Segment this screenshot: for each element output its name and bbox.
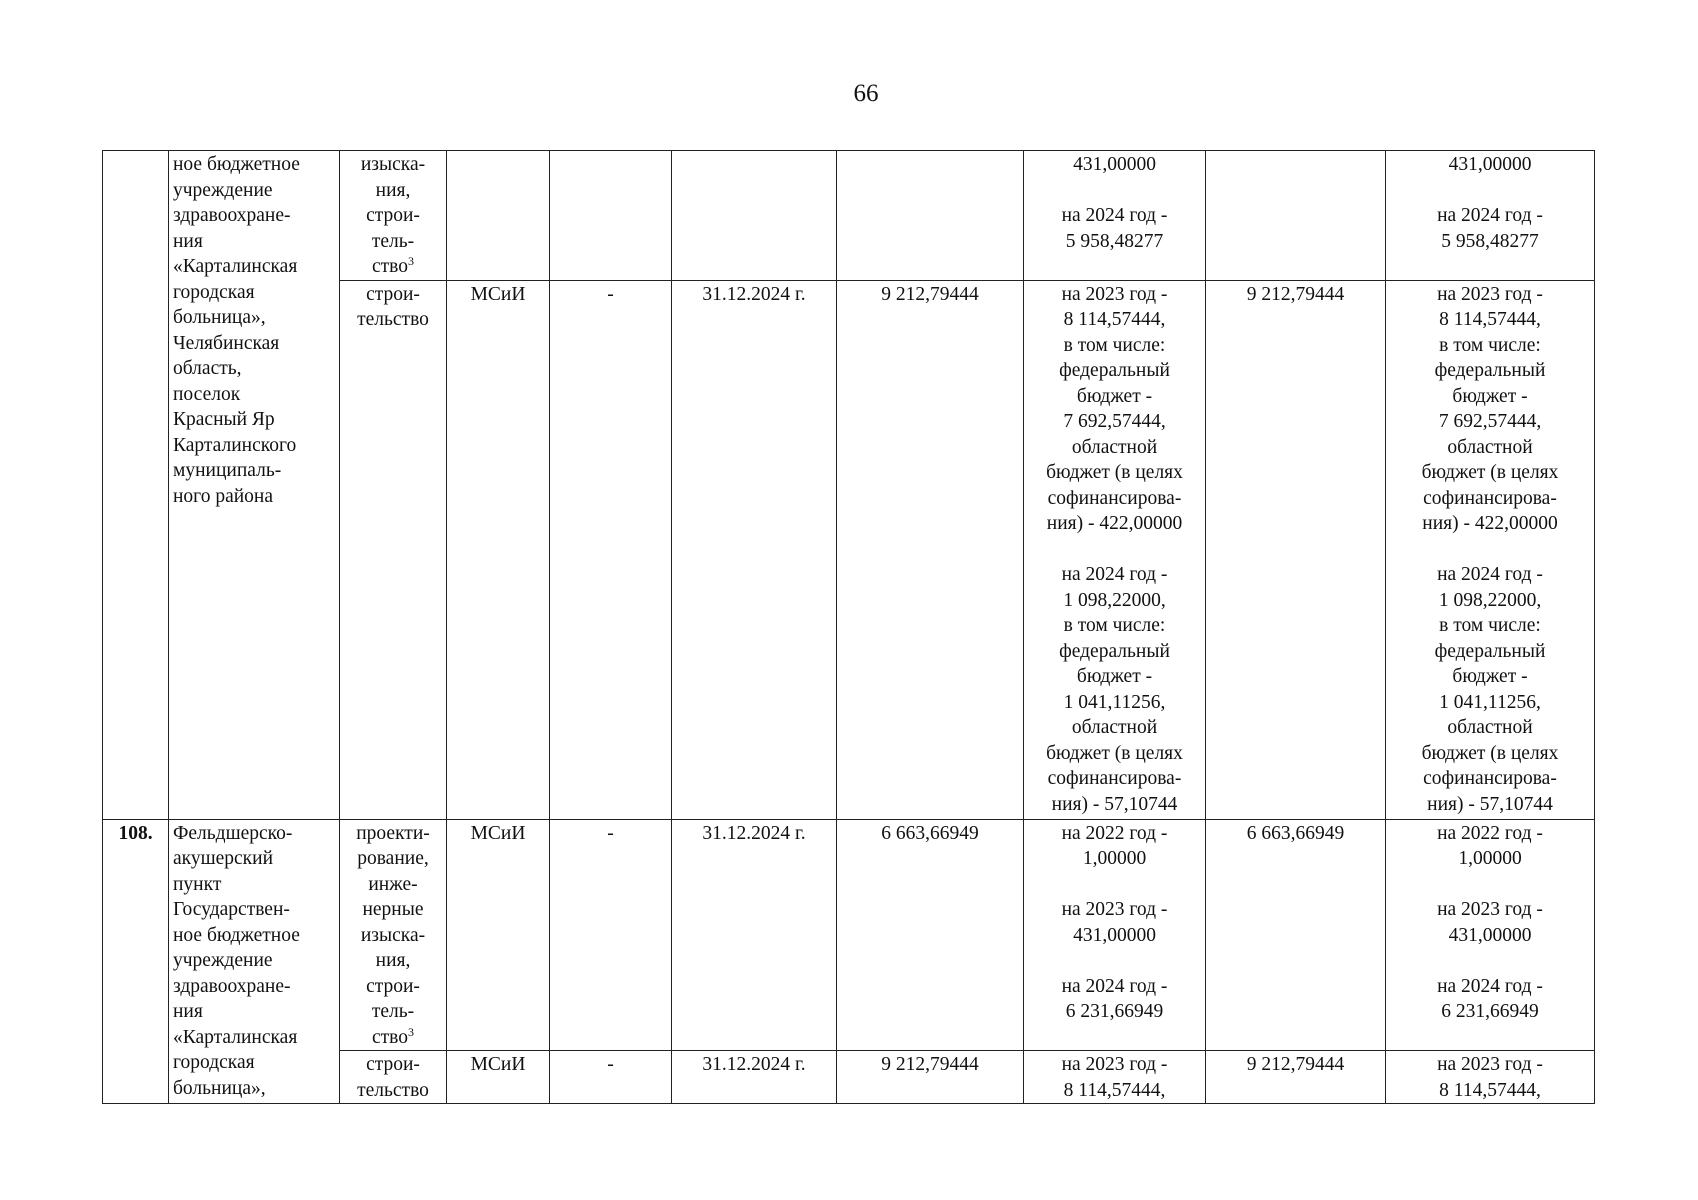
cell-text-line: федеральный xyxy=(1059,640,1170,662)
cell-text-line: акушерский xyxy=(173,848,274,869)
cell-text-line: на 2022 год - xyxy=(1061,822,1168,844)
cell-text-line: на 2024 год - xyxy=(1061,975,1168,997)
cell-text-line: софинансирова- xyxy=(1047,768,1182,789)
cell-text-line: «Карталинская xyxy=(173,256,298,277)
cell-text-line: бюджет (в целях xyxy=(1421,462,1559,483)
estimated-cost-cell: 9 212,79444 xyxy=(837,280,1024,819)
cell-text-line: тель- xyxy=(371,230,415,252)
allocated-cost-cell: 9 212,79444 xyxy=(1206,280,1386,819)
cell-text-line: бюджет (в целях xyxy=(1421,742,1559,764)
cell-text-line: 6 231,66949 xyxy=(1065,1001,1164,1022)
allocated-by-year-cell xyxy=(1386,280,1595,819)
cell-text-line: 7 692,57444, xyxy=(1438,411,1542,432)
cell-text-line xyxy=(1390,948,1590,974)
cell-text-line: ния) - 422,00000 xyxy=(1046,513,1183,534)
cell-text-line xyxy=(1390,872,1590,898)
cell-text-line: 8 114,57444, xyxy=(1439,309,1541,330)
cell-text-line: 431,00000 xyxy=(1073,924,1156,946)
cell-text-line: Карталинского xyxy=(173,434,297,456)
cell-text-line: Государствен- xyxy=(173,899,290,920)
cell-text-line: на 2023 год - xyxy=(1437,1054,1543,1075)
funding-by-year-cell xyxy=(1024,1051,1206,1104)
cell-text-line: муниципаль- xyxy=(173,460,282,481)
capacity-cell: - xyxy=(550,1051,672,1104)
cell-text-line: бюджет - xyxy=(1452,385,1528,407)
cell-text-line: тель- xyxy=(371,1001,415,1022)
cell-text-line: ния) - 57,10744 xyxy=(1427,793,1553,815)
deadline-cell: 31.12.2024 г. xyxy=(672,1051,837,1104)
estimated-cost-cell: 6 663,66949 xyxy=(837,819,1024,1051)
cell-text-line: на 2023 год - xyxy=(1061,283,1168,305)
cell-text-line: ния xyxy=(173,1001,203,1022)
cell-text-line: на 2024 год - xyxy=(1437,564,1543,585)
allocated-by-year-cell xyxy=(1386,819,1595,1051)
cell-text-line: нерные xyxy=(362,899,424,920)
allocated-cost-cell: 9 212,79444 xyxy=(1206,1051,1386,1104)
cell-text-line: ния xyxy=(173,230,203,252)
cell-text-line xyxy=(1028,948,1201,974)
allocated-by-year-cell xyxy=(1386,151,1595,281)
cell-text-line: ного района xyxy=(173,485,274,507)
work-type-cell xyxy=(340,1051,447,1104)
cell-text-line: изыска- xyxy=(360,924,426,946)
cell-text-line xyxy=(1028,178,1201,204)
cell-text-line: больница», xyxy=(173,307,266,328)
cell-text-line: федеральный xyxy=(1434,640,1546,662)
cell-text-line: ное бюджетное xyxy=(173,924,300,946)
cell-text-line: бюджет - xyxy=(1452,666,1528,687)
cell-text-line: ния, xyxy=(375,950,411,971)
capacity-cell xyxy=(550,151,672,281)
footnote-mark: 3 xyxy=(408,254,414,268)
cell-text-line xyxy=(1390,178,1590,204)
cell-text-line: на 2024 год - xyxy=(1061,564,1168,585)
cell-text-line: ное бюджетное xyxy=(173,154,300,175)
cell-text-line xyxy=(1028,537,1201,563)
deadline-cell: 31.12.2024 г. xyxy=(672,819,837,1051)
cell-text-line: ния, xyxy=(375,179,411,201)
cell-text-line: в том числе: xyxy=(1063,615,1166,636)
cell-text-line: ния) - 422,00000 xyxy=(1422,513,1558,534)
allocated-cost-cell xyxy=(1206,151,1386,281)
cell-text-line: областной xyxy=(1447,436,1533,458)
cell-text-line xyxy=(1028,872,1201,898)
table-row xyxy=(103,151,1595,281)
ministry-cell: МСиИ xyxy=(447,280,550,819)
cell-text-line: на 2022 год - xyxy=(1437,822,1543,844)
cell-text-line: Челябинская xyxy=(173,332,280,354)
cell-text-line: 5 958,48277 xyxy=(1441,230,1539,252)
cell-text-line: 8 114,57444, xyxy=(1063,1079,1166,1101)
cell-text-line: федеральный xyxy=(1434,360,1546,381)
estimated-cost-cell: 9 212,79444 xyxy=(837,1051,1024,1104)
investment-objects-table xyxy=(102,150,1595,1104)
cell-text-line: тельство xyxy=(357,309,429,330)
work-type-cell xyxy=(340,151,447,281)
cell-text-line: 1,00000 xyxy=(1458,848,1522,869)
cell-text-line: на 2023 год - xyxy=(1437,899,1543,920)
cell-text-line: строи- xyxy=(366,283,420,305)
work-type-cell xyxy=(340,280,447,819)
row-number-cell xyxy=(103,151,169,820)
cell-text-line: ния) - 57,10744 xyxy=(1051,793,1178,815)
cell-text-line: софинансирова- xyxy=(1047,487,1182,509)
cell-text-line: инже- xyxy=(368,873,418,895)
cell-text-line: строи- xyxy=(366,975,420,997)
page-number: 66 xyxy=(853,80,879,107)
cell-text-line: софинансирова- xyxy=(1423,487,1557,509)
cell-text-line: 6 231,66949 xyxy=(1441,1001,1539,1022)
deadline-cell: 31.12.2024 г. xyxy=(672,280,837,819)
cell-text-line: областной xyxy=(1447,717,1533,738)
cell-text-line: федеральный xyxy=(1059,360,1170,381)
cell-text-line: областной xyxy=(1071,436,1158,458)
cell-text-line: в том числе: xyxy=(1439,334,1541,356)
cell-text-line: учреждение xyxy=(173,179,273,201)
allocated-by-year-cell xyxy=(1386,1051,1595,1104)
ministry-cell: МСиИ xyxy=(447,819,550,1051)
cell-text-line: 1,00000 xyxy=(1082,848,1147,869)
cell-text-line: бюджет - xyxy=(1076,385,1153,407)
cell-text-line: 1 041,11256, xyxy=(1063,691,1166,713)
ministry-cell xyxy=(447,151,550,281)
cell-text-line: бюджет (в целях xyxy=(1046,462,1183,483)
estimated-cost-cell xyxy=(837,151,1024,281)
ministry-cell: МСиИ xyxy=(447,1051,550,1104)
funding-by-year-cell xyxy=(1024,819,1206,1051)
cell-text-line: строи- xyxy=(366,1054,420,1075)
cell-text-line xyxy=(1390,537,1590,563)
funding-by-year-cell xyxy=(1024,151,1206,281)
cell-text-line: на 2024 год - xyxy=(1437,975,1543,997)
cell-text-line: Красный Яр xyxy=(173,409,275,430)
funding-by-year-cell xyxy=(1024,280,1206,819)
cell-text-line: 1 041,11256, xyxy=(1439,691,1541,713)
cell-text-line: областной xyxy=(1071,717,1158,738)
cell-text-line: поселок xyxy=(173,383,241,405)
footnote-mark: 3 xyxy=(408,1024,414,1039)
cell-text-line: на 2023 год - xyxy=(1437,283,1543,305)
object-name-cell xyxy=(169,151,340,820)
deadline-cell xyxy=(672,151,837,281)
table-row xyxy=(103,819,1595,1051)
cell-text-line: ство$^3$ xyxy=(371,1024,414,1048)
capacity-cell: - xyxy=(550,819,672,1051)
cell-text-line: «Карталинская xyxy=(173,1026,298,1048)
cell-text-line: здравоохране- xyxy=(173,205,291,226)
cell-text-line: городская xyxy=(173,1052,255,1073)
cell-text-line: 5 958,48277 xyxy=(1065,230,1164,252)
cell-text-line: на 2023 год - xyxy=(1061,1054,1168,1075)
row-number-cell: 108. xyxy=(103,819,169,1104)
work-type-cell xyxy=(340,819,447,1051)
cell-text-line: на 2024 год - xyxy=(1061,205,1168,226)
cell-text-line: проекти- xyxy=(356,822,430,844)
cell-text-line: строи- xyxy=(366,205,420,226)
cell-text-line: больница», xyxy=(173,1077,266,1099)
cell-text-line: на 2024 год - xyxy=(1437,205,1543,226)
cell-text-line: область, xyxy=(173,358,242,379)
cell-text-line: 431,00000 xyxy=(1448,154,1532,175)
cell-text-line: 431,00000 xyxy=(1448,924,1532,946)
cell-text-line: ство$^3$ xyxy=(371,254,414,277)
cell-text-line: 431,00000 xyxy=(1073,154,1156,175)
cell-text-line: 1 098,22000, xyxy=(1063,589,1166,611)
cell-text-line: изыска- xyxy=(360,154,426,175)
cell-text-line: на 2023 год - xyxy=(1061,899,1168,920)
capacity-cell: - xyxy=(550,280,672,819)
cell-text-line: 7 692,57444, xyxy=(1063,411,1166,432)
cell-text-line: в том числе: xyxy=(1439,615,1541,636)
cell-text-line: рование, xyxy=(357,848,429,869)
cell-text-line: софинансирова- xyxy=(1423,768,1557,789)
cell-text-line: Фельдшерско- xyxy=(173,822,293,844)
cell-text-line: городская xyxy=(173,281,255,303)
cell-text-line: 1 098,22000, xyxy=(1438,589,1542,611)
cell-text-line: в том числе: xyxy=(1063,334,1166,356)
allocated-cost-cell: 6 663,66949 xyxy=(1206,819,1386,1051)
cell-text-line: 8 114,57444, xyxy=(1063,309,1166,330)
object-name-cell xyxy=(169,819,340,1104)
cell-text-line: бюджет (в целях xyxy=(1046,742,1183,764)
cell-text-line: бюджет - xyxy=(1076,666,1153,687)
cell-text-line: здравоохране- xyxy=(173,975,291,997)
cell-text-line: 8 114,57444, xyxy=(1439,1079,1541,1101)
cell-text-line: пункт xyxy=(173,873,222,895)
cell-text-line: учреждение xyxy=(173,950,273,971)
cell-text-line: тельство xyxy=(357,1079,429,1101)
